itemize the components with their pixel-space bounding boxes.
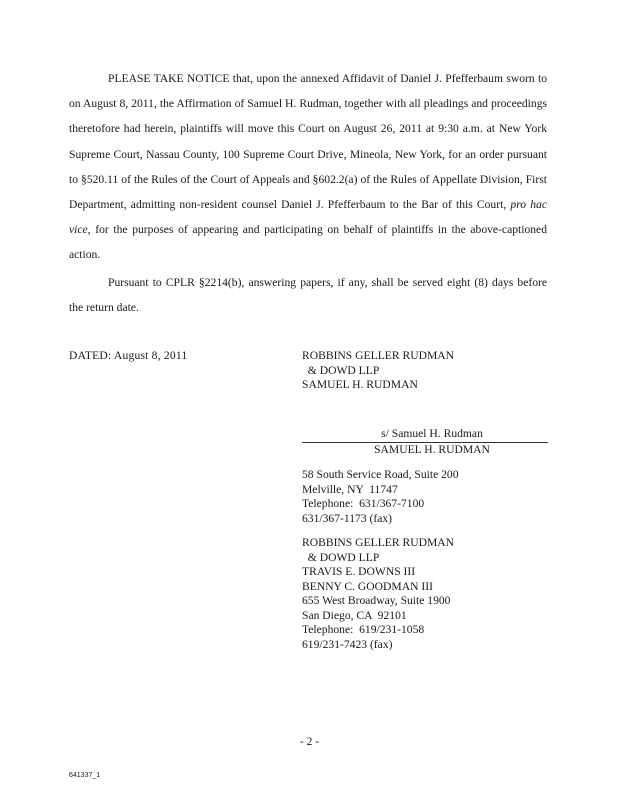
notice-text-part-b: , for the purposes of appearing and participating on behalf of plaintiffs in the above-captioned action. <box>69 223 547 262</box>
firm-block-primary <box>302 349 454 393</box>
street-address: 655 West Broadway, Suite 1900 <box>302 594 451 607</box>
city-state-zip: Melville, NY 11747 <box>302 482 398 496</box>
address-block-melville <box>302 468 459 526</box>
document-id: 641337_1 <box>69 772 101 779</box>
dated-line: DATED: August 8, 2011 <box>69 349 188 362</box>
attorney-name: BENNY C. GOODMAN III <box>302 579 433 593</box>
notice-paragraph <box>69 66 547 268</box>
firm-block-san-diego <box>302 536 454 652</box>
firm-name-line1: ROBBINS GELLER RUDMAN <box>302 536 455 549</box>
city-state-zip: San Diego, CA 92101 <box>302 608 407 622</box>
cplr-paragraph: Pursuant to CPLR §2214(b), answering papers, if any, shall be served eight (8) days before the return date. <box>69 275 547 314</box>
telephone: Telephone: 619/231-1058 <box>302 623 425 636</box>
fax: 631/367-1173 (fax) <box>302 511 393 525</box>
attorney-name: TRAVIS E. DOWNS III <box>302 565 416 578</box>
fax: 619/231-7423 (fax) <box>302 637 393 651</box>
street-address: 58 South Service Road, Suite 200 <box>302 468 459 481</box>
telephone: Telephone: 631/367-7100 <box>302 497 425 510</box>
firm-name-line1: ROBBINS GELLER RUDMAN <box>302 349 455 362</box>
notice-body <box>69 66 547 320</box>
signature-block <box>302 427 548 457</box>
notice-text-part-a: PLEASE TAKE NOTICE that, upon the annexed Affidavit of Daniel J. Pfefferbaum sworn to on August 8, 2011, the Affirmation of Samuel H. Rudman, together with all pleadings and proceedings theretofore had herein, plaintiffs will move this Court on August 26, 2011 at 9:30 a.m. at New York Supreme Court, Nassau County, 100 Supreme Court Drive, Mineola, New York, for an order pursuant to §520.11 of the Rules of the Court of Appeals and §602.2(a) of the Rules of Appellate Division, First Department, admitting non-resident counsel Daniel J. Pfefferbaum to the Bar of this Court, <box>69 72 547 212</box>
pro-hac-vice-italic: pro hac vice <box>69 198 547 237</box>
page-number: - 2 - <box>299 735 320 748</box>
attorney-name: SAMUEL H. RUDMAN <box>302 378 418 391</box>
signatory-name: SAMUEL H. RUDMAN <box>374 443 490 456</box>
electronic-signature: s/ Samuel H. Rudman <box>381 427 483 440</box>
firm-name-line2: & DOWD LLP <box>302 363 380 377</box>
firm-name-line2: & DOWD LLP <box>302 550 380 564</box>
